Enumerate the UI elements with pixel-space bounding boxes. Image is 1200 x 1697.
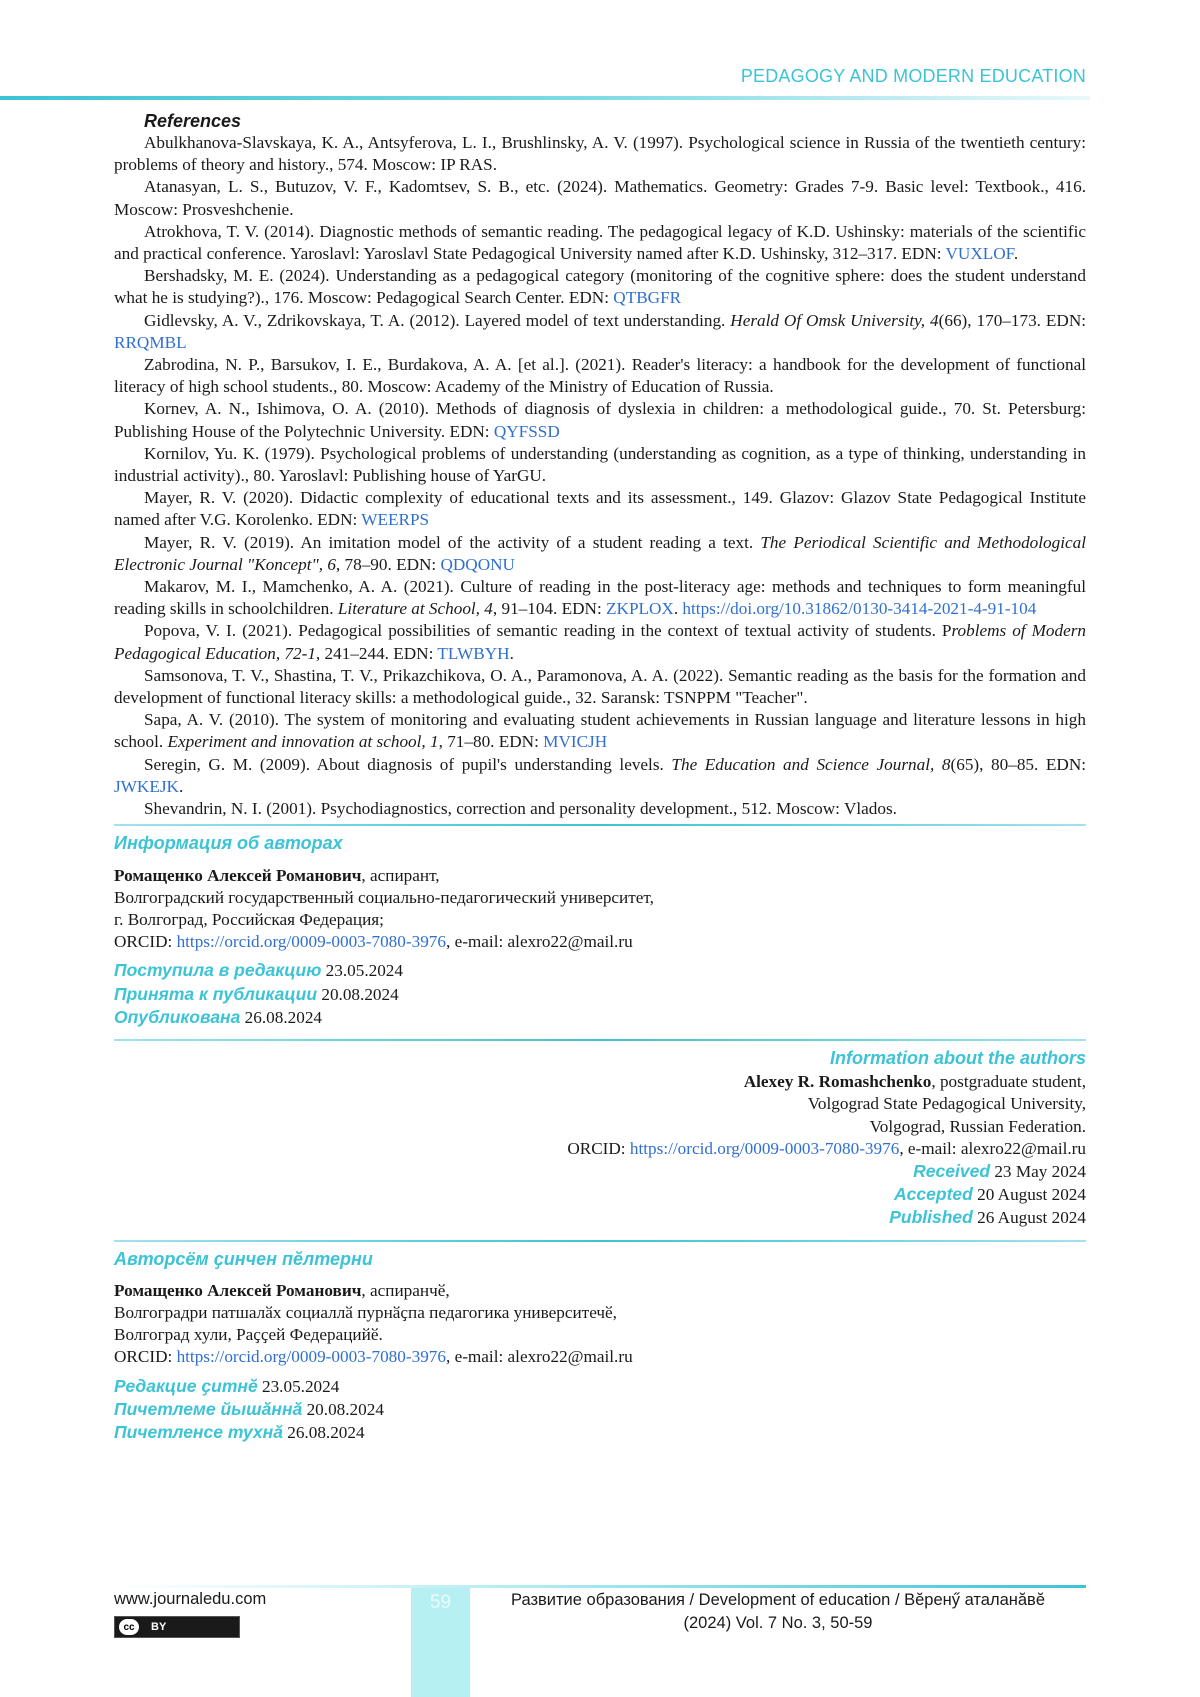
author-ru-name: Ромащенко Алексей Романович bbox=[114, 865, 362, 885]
reference-item bbox=[114, 398, 1086, 442]
references-heading: References bbox=[144, 111, 242, 131]
section-divider bbox=[114, 1240, 1086, 1242]
orcid-link-en[interactable]: https://orcid.org/0009-0003-7080-3976 bbox=[629, 1138, 900, 1158]
date-value: 20.08.2024 bbox=[302, 1399, 384, 1419]
reference-tail: . bbox=[178, 776, 184, 796]
journal-citation bbox=[470, 1589, 1086, 1635]
reference-pages: , 241–244. EDN: bbox=[315, 643, 438, 663]
date-accepted-en bbox=[114, 1183, 1086, 1206]
reference-pages: , 78–90. EDN: bbox=[335, 554, 441, 574]
references-list bbox=[114, 132, 1086, 820]
edn-link[interactable]: QDQONU bbox=[440, 554, 515, 574]
author-ru-location: г. Волгоград, Российская Федерация; bbox=[114, 909, 384, 929]
section-divider bbox=[114, 824, 1086, 826]
edn-link[interactable]: RRQMBL bbox=[114, 332, 187, 352]
by-icon: BY bbox=[151, 1621, 167, 1633]
date-published-ru bbox=[114, 1006, 1086, 1029]
author-ru-role: , аспирант, bbox=[361, 865, 440, 885]
authors-en-heading: Information about the authors bbox=[830, 1047, 1086, 1068]
running-header: PEDAGOGY AND MODERN EDUCATION bbox=[740, 66, 1086, 86]
reference-text: Kornilov, Yu. K. (1979). Psychological problems of understanding (understanding as cognition, as a type of thinking, understanding in industrial activity)., 80. Yaroslavl: Publishing house of YarGU. bbox=[114, 443, 1086, 486]
reference-item bbox=[114, 354, 1086, 398]
reference-text: Gidlevsky, A. V., Zdrikovskaya, T. A. (2012). Layered model of text understanding. bbox=[144, 310, 731, 330]
email-text: , e-mail: alexro22@mail.ru bbox=[445, 1347, 633, 1367]
date-label: Accepted bbox=[894, 1184, 973, 1205]
reference-text: Abulkhanova-Slavskaya, K. A., Antsyferova, L. I., Brushlinsky, A. V. (1997). Psychological science in Russia of the twentieth century: problems of theory and history., 574. Moscow: IP RAS. bbox=[114, 133, 1086, 175]
reference-text: Kornev, A. N., Ishimova, O. A. (2010). Methods of diagnosis of dyslexia in children: a methodological guide., 70. St. Petersburg: Publishing House of the Polytechnic University. EDN: bbox=[114, 399, 1086, 441]
date-value: 23 May 2024 bbox=[990, 1161, 1086, 1181]
reference-journal: roblems of Modern Pedagogical Education, 72-1 bbox=[114, 621, 1086, 663]
author-en-affiliation: Volgograd State Pedagogical University, bbox=[807, 1094, 1086, 1114]
reference-item bbox=[114, 576, 1086, 620]
reference-text: Samsonova, T. V., Shastina, T. V., Prikazchikova, O. A., Paramonova, A. A. (2022). Semantic reading as the basis for the formation and development of functional literacy skills: a methodological guide., 32. Saransk: TSNPPM "Teacher". bbox=[114, 665, 1086, 708]
author-ru-contact bbox=[114, 931, 1086, 953]
edn-link[interactable]: TLWBYH bbox=[437, 643, 510, 663]
reference-text: Mayer, R. V. (2020). Didactic complexity of educational texts and its assessment., 149. Glazov: Glazov State Pedagogical Institute named after V.G. Korolenko. EDN: bbox=[114, 488, 1086, 530]
author-en-location: Volgograd, Russian Federation. bbox=[869, 1116, 1086, 1136]
reference-journal: Experiment and innovation at school, 1 bbox=[167, 732, 439, 752]
date-value: 26.08.2024 bbox=[282, 1422, 365, 1442]
author-cv-contact bbox=[114, 1346, 1086, 1368]
date-label: Пичетлеме йышӑннӑ bbox=[114, 1398, 303, 1419]
date-label: Пичетленсе тухнӑ bbox=[114, 1421, 283, 1442]
page-number: 59 bbox=[429, 1592, 452, 1613]
reference-tail: . bbox=[509, 643, 514, 663]
date-accepted-cv bbox=[114, 1398, 1086, 1421]
reference-tail: . bbox=[1013, 244, 1019, 264]
date-published-cv bbox=[114, 1421, 1086, 1444]
edn-link[interactable]: WEERPS bbox=[361, 510, 430, 530]
reference-item bbox=[114, 487, 1086, 531]
author-en-role: , postgraduate student, bbox=[931, 1072, 1086, 1092]
edn-link[interactable]: ZKPLOX bbox=[606, 599, 674, 619]
authors-en-section bbox=[114, 1047, 1086, 1230]
author-ru-affiliation: Волгоградский государственный социально-педагогический университет, bbox=[114, 887, 654, 907]
reference-item bbox=[114, 798, 1086, 820]
reference-text: Sapa, A. V. (2010). The system of monitoring and evaluating student achievements in Russian language and literature lessons in high school. bbox=[114, 710, 1086, 752]
journal-title: Развитие образования / Development of education / Вӗренӳ аталанӑвӗ bbox=[511, 1591, 1045, 1609]
date-accepted-ru bbox=[114, 983, 1086, 1006]
reference-journal: Herald Of Omsk University, 4 bbox=[730, 310, 939, 330]
reference-journal: The Periodical Scientific and Methodological Electronic Journal "Koncept", 6 bbox=[114, 532, 1086, 574]
date-value: 23.05.2024 bbox=[321, 961, 403, 981]
reference-pages: (65), 80–85. EDN: bbox=[950, 754, 1087, 774]
reference-item bbox=[114, 665, 1086, 709]
email-text: , e-mail: alexro22@mail.ru bbox=[899, 1138, 1086, 1158]
date-label: Received bbox=[913, 1160, 991, 1181]
reference-text: Zabrodina, N. P., Barsukov, I. E., Burdakova, A. A. [et al.]. (2021). Reader's literacy: a handbook for the development of functional literacy of high school students., 80. Moscow: Academy of the Ministry of Education of Russia. bbox=[114, 355, 1086, 397]
date-label: Опубликована bbox=[114, 1006, 241, 1027]
doi-link[interactable]: https://doi.org/10.31862/0130-3414-2021-4-91-104 bbox=[682, 599, 1037, 619]
author-cv-name-line bbox=[114, 1280, 1086, 1302]
reference-item bbox=[114, 754, 1086, 798]
author-cv-affiliation: Волгоградри патшалӑх социаллӑ пурнӑҫпа педагогика университечӗ, bbox=[114, 1302, 617, 1322]
date-received-ru bbox=[114, 959, 1086, 982]
reference-item bbox=[114, 221, 1086, 265]
date-label: Published bbox=[889, 1207, 973, 1228]
author-en-contact bbox=[114, 1138, 1086, 1160]
reference-text: Atanasyan, L. S., Butuzov, V. F., Kadomtsev, S. B., etc. (2024). Mathematics. Geometry: Grades 7-9. Basic level: Textbook., 416. Moscow: Prosveshchenie. bbox=[114, 177, 1086, 219]
edn-link[interactable]: VUXLOF bbox=[945, 244, 1014, 264]
date-value: 26.08.2024 bbox=[240, 1007, 323, 1027]
author-en-name: Alexey R. Romashchenko bbox=[743, 1072, 932, 1092]
date-label: Поступила в редакцию bbox=[114, 960, 322, 981]
reference-journal: Literature at School, 4 bbox=[337, 599, 493, 619]
author-cv-role: , аспиранчӗ, bbox=[361, 1280, 450, 1300]
cc-by-license-badge[interactable] bbox=[114, 1616, 240, 1638]
date-value: 20 August 2024 bbox=[972, 1185, 1086, 1205]
date-published-en bbox=[114, 1206, 1086, 1229]
journal-website[interactable]: www.journaledu.com bbox=[114, 1590, 267, 1608]
date-value: 20.08.2024 bbox=[317, 984, 399, 1004]
date-value: 23.05.2024 bbox=[257, 1376, 340, 1396]
header-divider bbox=[0, 96, 1090, 100]
author-cv-name: Ромащенко Алексей Романович bbox=[114, 1280, 362, 1300]
page-content bbox=[114, 110, 1086, 1444]
cc-icon: cc bbox=[119, 1619, 139, 1635]
authors-ru-section bbox=[114, 832, 1086, 1029]
reference-item bbox=[114, 265, 1086, 309]
date-received-cv bbox=[114, 1375, 1086, 1398]
authors-cv-heading: Авторсём ҫинчен пӗлтерни bbox=[114, 1248, 373, 1269]
author-cv-location: Волгоград хули, Раҫҫей Федерацийӗ. bbox=[114, 1325, 383, 1345]
reference-item bbox=[114, 709, 1086, 753]
authors-cv-section bbox=[114, 1248, 1086, 1445]
author-en-name-line bbox=[114, 1071, 1086, 1093]
reference-pages: , 91–104. EDN: bbox=[492, 599, 607, 619]
reference-item bbox=[114, 310, 1086, 354]
date-label: Принята к публикации bbox=[114, 983, 318, 1004]
reference-text: Mayer, R. V. (2019). An imitation model of the activity of a student reading a text. bbox=[144, 532, 761, 552]
email-text: , e-mail: alexro22@mail.ru bbox=[445, 932, 633, 952]
reference-item bbox=[114, 132, 1086, 176]
reference-tail: . bbox=[673, 599, 683, 619]
date-value: 26 August 2024 bbox=[972, 1208, 1086, 1228]
date-label: Редакцие ҫитнӗ bbox=[114, 1375, 258, 1396]
author-ru-name-line bbox=[114, 865, 1086, 887]
orcid-label: ORCID: bbox=[114, 1347, 177, 1367]
reference-text: Atrokhova, T. V. (2014). Diagnostic methods of semantic reading. The pedagogical legacy of K.D. Ushinsky: materials of the scientific and practical conference. Yaroslavl: Yaroslavl State Pedagogical University named after K.D. Ushinsky, 312–317. EDN: bbox=[114, 221, 1086, 264]
reference-text: Popova, V. I. (2021). Pedagogical possibilities of semantic reading in the context of textual activity of students. P bbox=[144, 621, 952, 641]
reference-item bbox=[114, 620, 1086, 664]
reference-item bbox=[114, 532, 1086, 576]
reference-pages: , 71–80. EDN: bbox=[438, 732, 544, 752]
orcid-label: ORCID: bbox=[567, 1138, 630, 1158]
reference-item bbox=[114, 176, 1086, 220]
reference-text: Makarov, M. I., Mamchenko, A. A. (2021). Culture of reading in the post-literacy age: methods and techniques to form meaningful reading skills in schoolchildren. bbox=[114, 577, 1086, 619]
date-received-en bbox=[114, 1160, 1086, 1183]
reference-text: Seregin, G. M. (2009). About diagnosis of pupil's understanding levels. bbox=[144, 754, 672, 774]
journal-volume: (2024) Vol. 7 No. 3, 50-59 bbox=[683, 1614, 873, 1632]
edn-link[interactable]: QYFSSD bbox=[493, 421, 560, 441]
reference-text: Shevandrin, N. I. (2001). Psychodiagnostics, correction and personality development., 512. Moscow: Vlados. bbox=[144, 799, 897, 819]
edn-link[interactable]: QTBGFR bbox=[613, 288, 682, 308]
reference-journal: The Education and Science Journal, 8 bbox=[671, 754, 951, 774]
reference-pages: (66), 170–173. EDN: bbox=[938, 310, 1087, 330]
orcid-link-ru[interactable]: https://orcid.org/0009-0003-7080-3976 bbox=[176, 932, 446, 952]
reference-item bbox=[114, 443, 1086, 487]
authors-ru-heading: Информация об авторах bbox=[114, 833, 343, 854]
section-divider bbox=[114, 1039, 1086, 1041]
footer-divider bbox=[114, 1585, 1086, 1588]
edn-link[interactable]: JWKEJK bbox=[114, 776, 179, 796]
reference-text: Bershadsky, M. E. (2024). Understanding as a pedagogical category (monitoring of the cognitive sphere: does the student understand what he is studying?)., 176. Moscow: Pedagogical Search Center. EDN: bbox=[114, 266, 1086, 308]
orcid-link-cv[interactable]: https://orcid.org/0009-0003-7080-3976 bbox=[176, 1347, 446, 1367]
edn-link[interactable]: MVICJH bbox=[543, 732, 608, 752]
orcid-label: ORCID: bbox=[114, 932, 177, 952]
